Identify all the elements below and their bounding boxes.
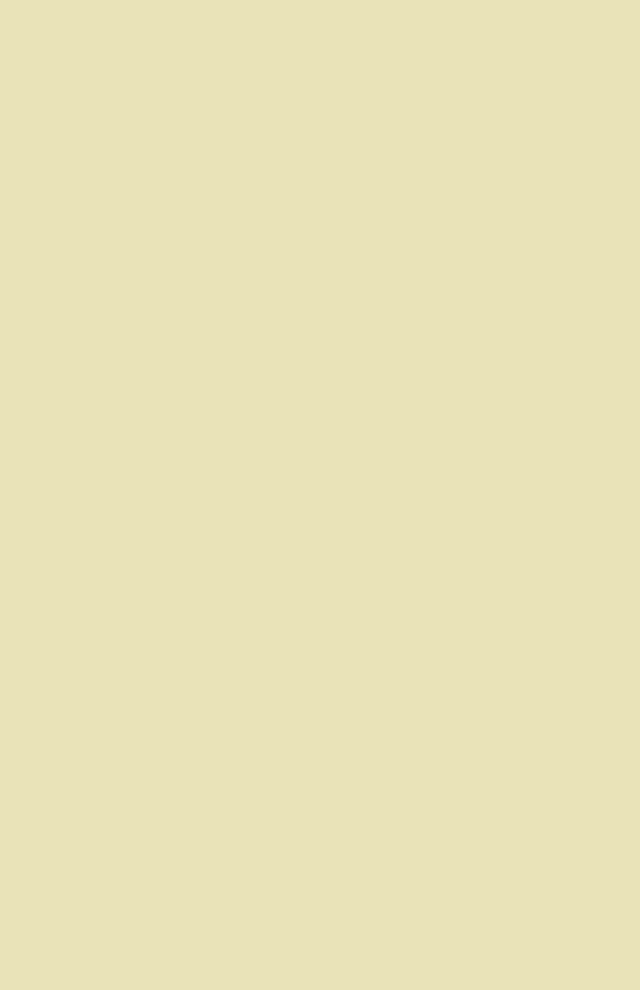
bass-staff-5 [40, 900, 585, 970]
bass-staff-2 [40, 403, 585, 453]
bass-staff-3 [40, 578, 585, 628]
treble-staff-4 [40, 632, 585, 682]
treble-staff-5 [40, 816, 585, 866]
bass-staff-1 [40, 229, 585, 279]
bass-staff-4 [40, 750, 585, 800]
treble-staff-3 [40, 462, 585, 512]
treble-staff-2 [40, 288, 585, 338]
treble-staff-1 [40, 117, 585, 167]
